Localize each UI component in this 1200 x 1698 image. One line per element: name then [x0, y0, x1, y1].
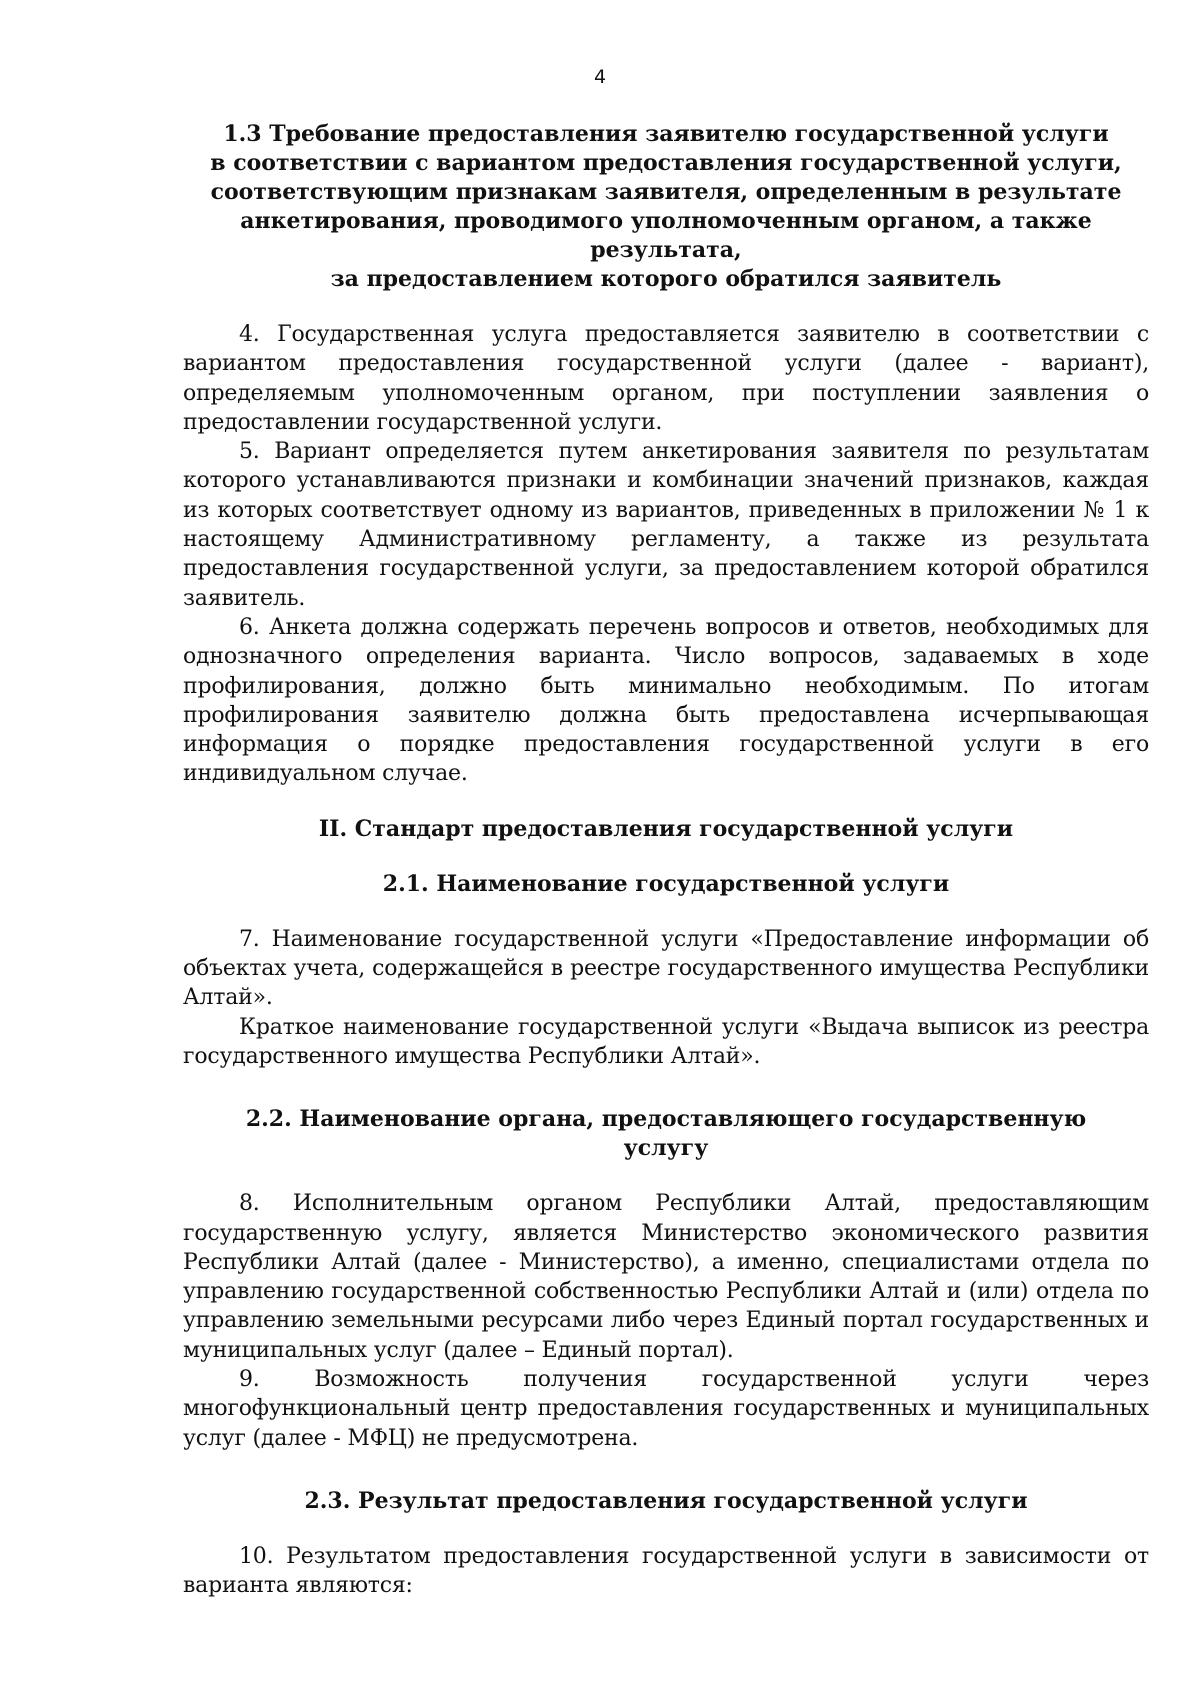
section-2-2-heading	[183, 1105, 1149, 1163]
heading-line: 2.2. Наименование органа, предоставляющего государственную	[245, 1106, 1087, 1133]
paragraph-short-name: Краткое наименование государственной услуги «Выдача выписок из реестра государственного имущества Республики Алтай».	[183, 1014, 1149, 1069]
heading-line: 1.3 Требование предоставления заявителю государственной услуги	[223, 121, 1109, 147]
heading-line: услугу	[623, 1135, 709, 1162]
heading-line: за предоставлением которого обратился заявитель	[330, 266, 1002, 292]
paragraph-5: 5. Вариант определяется путем анкетирования заявителя по результатам которого устанавливаются признаки и комбинации значений признаков, каждая из которых соответствует одному из вариантов, приведенных в приложении № 1 к настоящему Административному регламенту, а также из результата предоставления государственной услуги, за предоставлением которой обратился заявитель.	[183, 439, 1149, 611]
section-1-3-heading	[183, 120, 1149, 294]
paragraph-4: 4. Государственная услуга предоставляется заявителю в соответствии с вариантом предоставления государственной услуги (далее - вариант), определяемым уполномоченным органом, при поступлении заявления о предоставлении государственной услуги.	[183, 322, 1149, 435]
paragraph-10: 10. Результатом предоставления государственной услуги в зависимости от варианта являются:	[183, 1543, 1149, 1599]
paragraph-6: 6. Анкета должна содержать перечень вопросов и ответов, необходимых для однозначного определения варианта. Число вопросов, задаваемых в ходе профилирования, должно быть минимально необходимым. По итогам профилирования заявителю должна быть предоставлена исчерпывающая информация о порядке предоставления государственной услуги в его индивидуальном случае.	[183, 614, 1149, 787]
paragraph-7: 7. Наименование государственной услуги «Предоставление информации об объектах учета, содержащейся в реестре государственного имущества Республики Алтай».	[183, 926, 1149, 1011]
section-2-3-heading: 2.3. Результат предоставления государственной услуги	[304, 1487, 1028, 1514]
heading-line: в соответствии с вариантом предоставления государственной услуги,	[210, 150, 1122, 176]
section-2-heading: II. Стандарт предоставления государственной услуги	[318, 815, 1014, 842]
paragraph-8: 8. Исполнительным органом Республики Алтай, предоставляющим государственную услугу, является Министерство экономического развития Республики Алтай (далее - Министерство), а именно, специалистами отдела по управлению государственной собственностью Республики Алтай и (или) отдела по управлению земельными ресурсами либо через Единый портал государственных и муниципальных услуг (далее – Единый портал).	[183, 1191, 1149, 1363]
section-2-1-heading: 2.1. Наименование государственной услуги	[382, 870, 950, 897]
heading-line: соответствующим признакам заявителя, определенным в результате	[210, 179, 1122, 205]
page-number: 4	[593, 66, 607, 88]
document-body	[183, 120, 1149, 1601]
heading-line: анкетирования, проводимого уполномоченным органом, а также результата,	[240, 208, 1092, 263]
paragraph-9: 9. Возможность получения государственной услуги через многофункциональный центр предоставления государственных и муниципальных услуг (далее - МФЦ) не предусмотрена.	[183, 1367, 1149, 1451]
